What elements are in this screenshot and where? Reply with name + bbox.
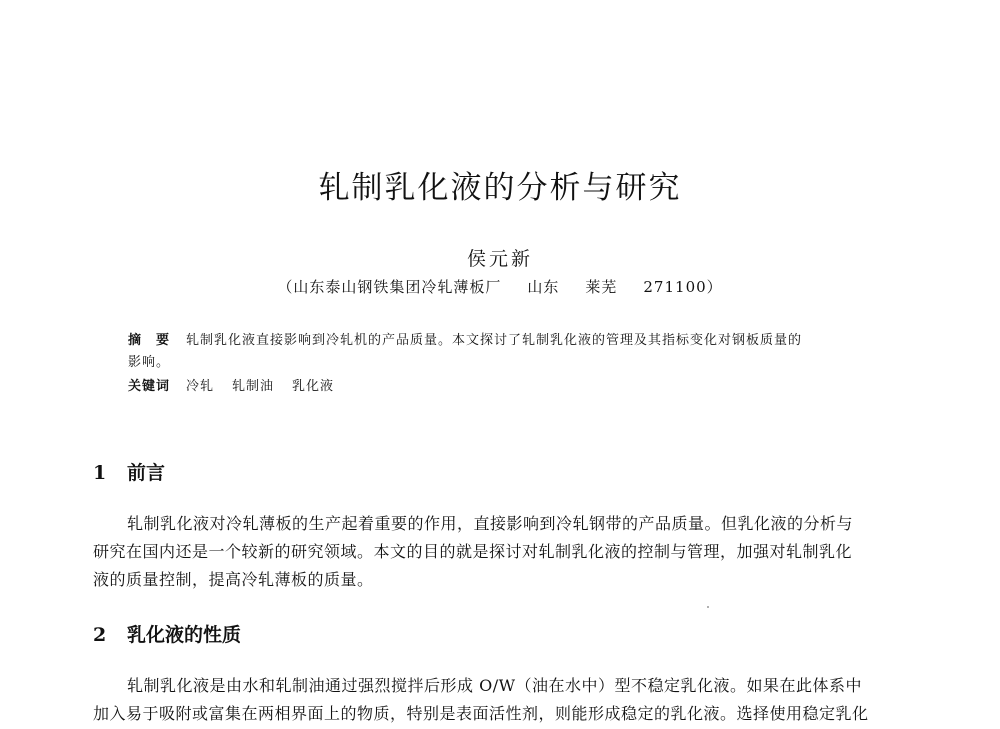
scan-speck [707, 606, 709, 608]
section-heading-2 [93, 620, 241, 647]
section-title: 前言 [127, 462, 166, 484]
section-title: 乳化液的性质 [127, 624, 242, 646]
affiliation-city: 莱芜 [585, 278, 618, 296]
author-affiliation [0, 276, 1000, 297]
abstract-text-line-2: 影响。 [128, 355, 171, 370]
keyword: 冷轧 [186, 379, 215, 394]
abstract-block [128, 330, 888, 398]
section-1-paragraph [93, 510, 909, 594]
affiliation-postcode: 271100） [643, 278, 723, 296]
abstract [128, 330, 888, 352]
paragraph-line: 轧制乳化液是由水和轧制油通过强烈搅拌后形成 O/W（油在水中）型不稳定乳化液。如果在此体系中 [127, 676, 863, 695]
abstract-text-line-1: 轧制乳化液直接影响到冷轧机的产品质量。本文探讨了轧制乳化液的管理及其指标变化对钢板质量的 [186, 333, 803, 348]
affiliation-province: 山东 [527, 278, 560, 296]
affiliation-org: （山东泰山钢铁集团冷轧薄板厂 [277, 278, 502, 296]
abstract-label: 摘 要 [128, 333, 171, 348]
keyword: 乳化液 [292, 379, 335, 394]
keyword: 轧制油 [232, 379, 275, 394]
paragraph-line: 轧制乳化液对冷轧薄板的生产起着重要的作用，直接影响到冷轧钢带的产品质量。但乳化液的分析与 [127, 514, 854, 533]
paragraph-line: 研究在国内还是一个较新的研究领域。本文的目的就是探讨对轧制乳化液的控制与管理，加强对轧制乳化 [93, 542, 853, 561]
section-heading-1 [93, 458, 165, 485]
paragraph-line: 液的质量控制，提高冷轧薄板的质量。 [93, 570, 374, 589]
section-2-paragraph [93, 672, 909, 728]
paragraph-line: 加入易于吸附或富集在两相界面上的物质，特别是表面活性剂，则能形成稳定的乳化液。选择使用稳定乳化 [93, 704, 869, 723]
keywords-label: 关键词 [128, 379, 171, 394]
section-number: 2 [93, 624, 107, 646]
keywords [128, 376, 888, 398]
section-number: 1 [93, 462, 107, 484]
paper-title: 轧制乳化液的分析与研究 [318, 170, 682, 206]
author-name: 侯元新 [466, 248, 533, 270]
